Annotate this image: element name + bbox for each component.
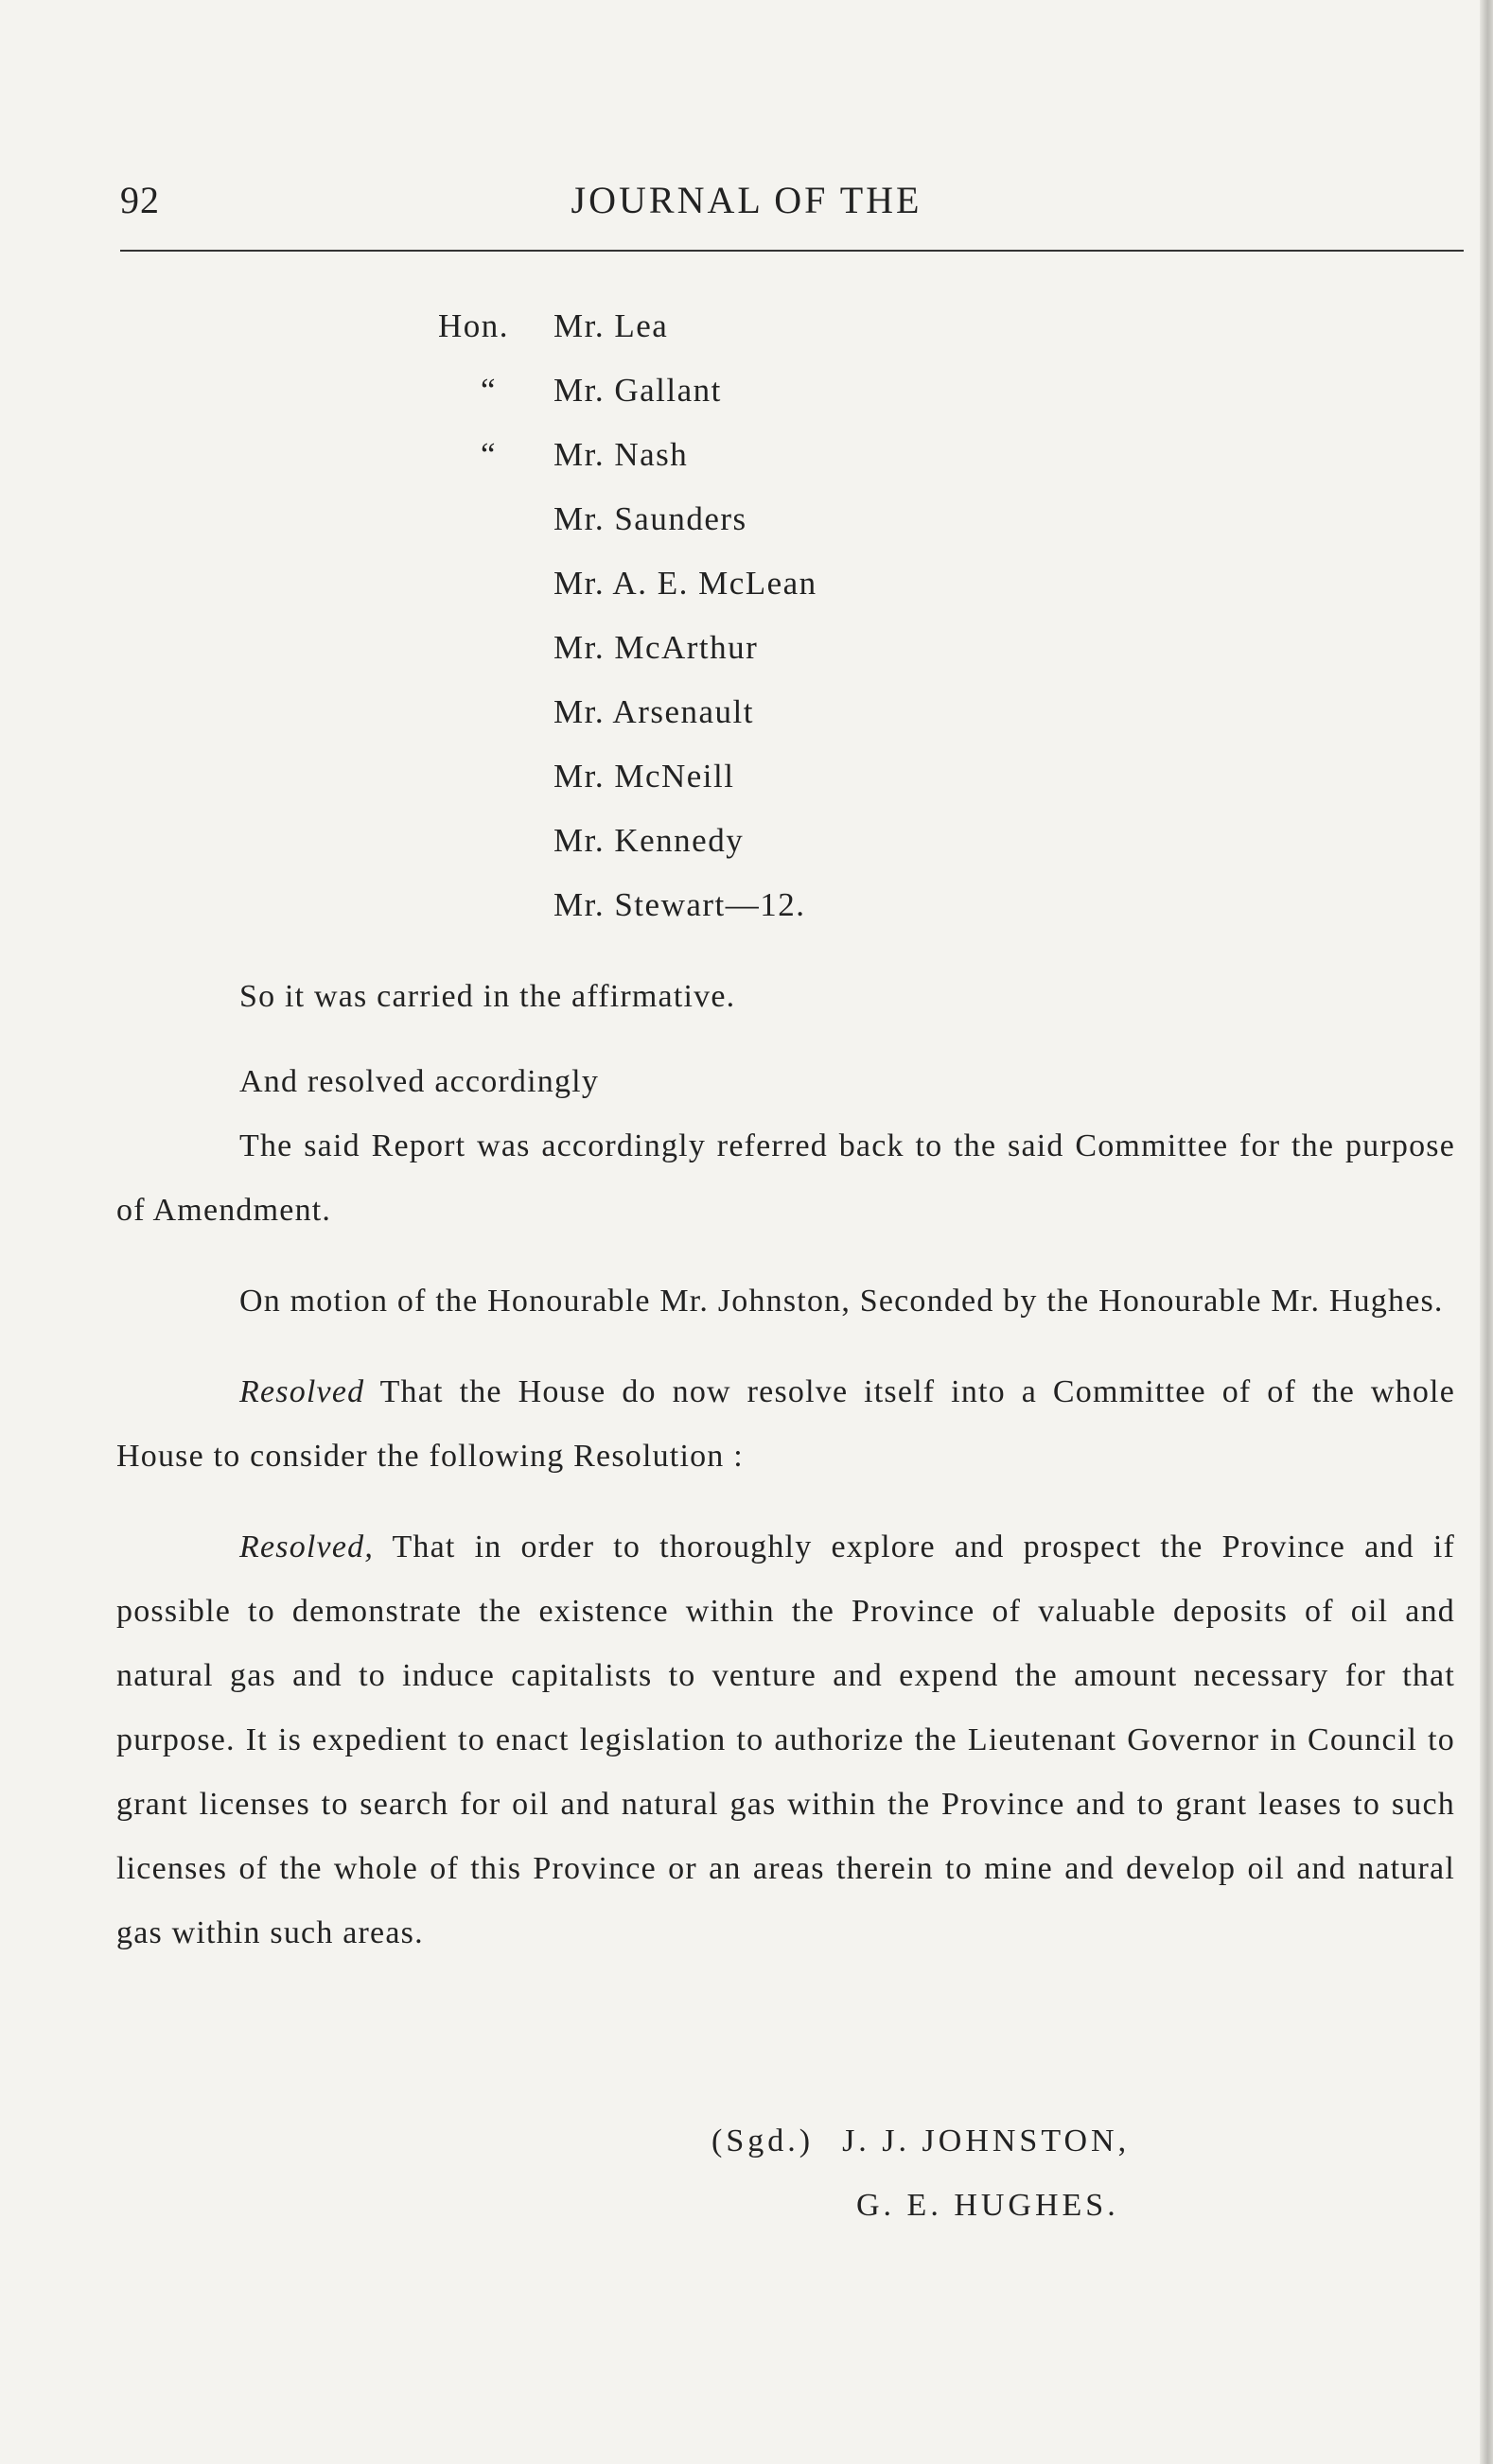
ditto-mark: “ <box>481 372 498 409</box>
division-member-name: Mr. Arsenault <box>553 693 754 730</box>
division-list-row <box>438 624 817 689</box>
resolution-text: That in order to thoroughly explore and prospect the Province and if possible to demonstrate the existence within the Province of valuable deposits of oil and natural gas and to induce capitalists to venture and expend the amount necessary for that purpose. It is expedient to enact legislation to authorize the Lieutenant Governor in Council to grant licenses to search for oil and natural gas within the Province and to grant leases to such licenses of the whole of this Province or an areas therein to mine and develop oil and natural gas within such areas. <box>116 1529 1455 1950</box>
page-edge <box>1480 0 1493 2464</box>
header-rule <box>120 250 1464 252</box>
resolved-label: Resolved, <box>239 1529 375 1564</box>
division-list-row <box>438 431 817 496</box>
division-prefix <box>438 882 553 946</box>
resolved-committee-text: That the House do now resolve itself into a Committee of of the whole House to consider the following Resolution : <box>116 1374 1455 1474</box>
carried-paragraph: So it was carried in the affirmative. <box>239 979 736 1014</box>
signer-name: J. J. JOHNSTON, <box>842 2123 1131 2158</box>
motion-paragraph: On motion of the Honourable Mr. Johnston, Seconded by the Honourable Mr. Hughes. <box>239 1284 1444 1319</box>
signer-name: G. E. HUGHES. <box>856 2188 1119 2223</box>
signature-line <box>856 2174 1119 2238</box>
division-prefix: Hon. <box>438 307 510 344</box>
division-prefix <box>438 624 553 689</box>
division-list-row <box>438 689 817 753</box>
division-member-name: Mr. Stewart—12. <box>553 886 806 923</box>
report-referred-paragraph: The said Report was accordingly referred back to the said Committee for the purpose of Amendment. <box>116 1128 1455 1228</box>
resolved-committee-paragraph <box>116 1360 1455 1489</box>
division-list-row <box>438 367 817 431</box>
resolved-accordingly-paragraph: And resolved accordingly <box>239 1064 600 1099</box>
division-list-row <box>438 496 817 560</box>
division-prefix <box>438 817 553 882</box>
division-member-name: Mr. Saunders <box>553 500 747 537</box>
division-member-name: Mr. Lea <box>553 307 669 344</box>
resolved-label: Resolved <box>239 1374 365 1409</box>
division-prefix <box>438 496 553 560</box>
division-member-name: Mr. Nash <box>553 436 689 473</box>
body-text <box>116 965 1455 1966</box>
division-prefix <box>438 753 553 817</box>
division-member-name: Mr. Gallant <box>553 372 722 409</box>
division-list-row <box>438 560 817 624</box>
division-list-row <box>438 753 817 817</box>
division-list <box>438 303 817 946</box>
running-head: JOURNAL OF THE <box>571 179 922 221</box>
sgd-label: (Sgd.) <box>711 2123 815 2158</box>
division-prefix <box>438 689 553 753</box>
division-list-row <box>438 882 817 946</box>
ditto-mark: “ <box>481 436 498 473</box>
division-member-name: Mr. McArthur <box>553 629 759 666</box>
division-list-row <box>438 817 817 882</box>
division-list-row <box>438 303 817 367</box>
division-prefix <box>438 560 553 624</box>
resolution-paragraph <box>116 1515 1455 1966</box>
page-header <box>0 178 1493 235</box>
page-number: 92 <box>120 179 160 221</box>
division-member-name: Mr. A. E. McLean <box>553 565 817 602</box>
signature-line <box>711 2109 1130 2174</box>
division-member-name: Mr. Kennedy <box>553 822 745 859</box>
division-member-name: Mr. McNeill <box>553 758 735 795</box>
